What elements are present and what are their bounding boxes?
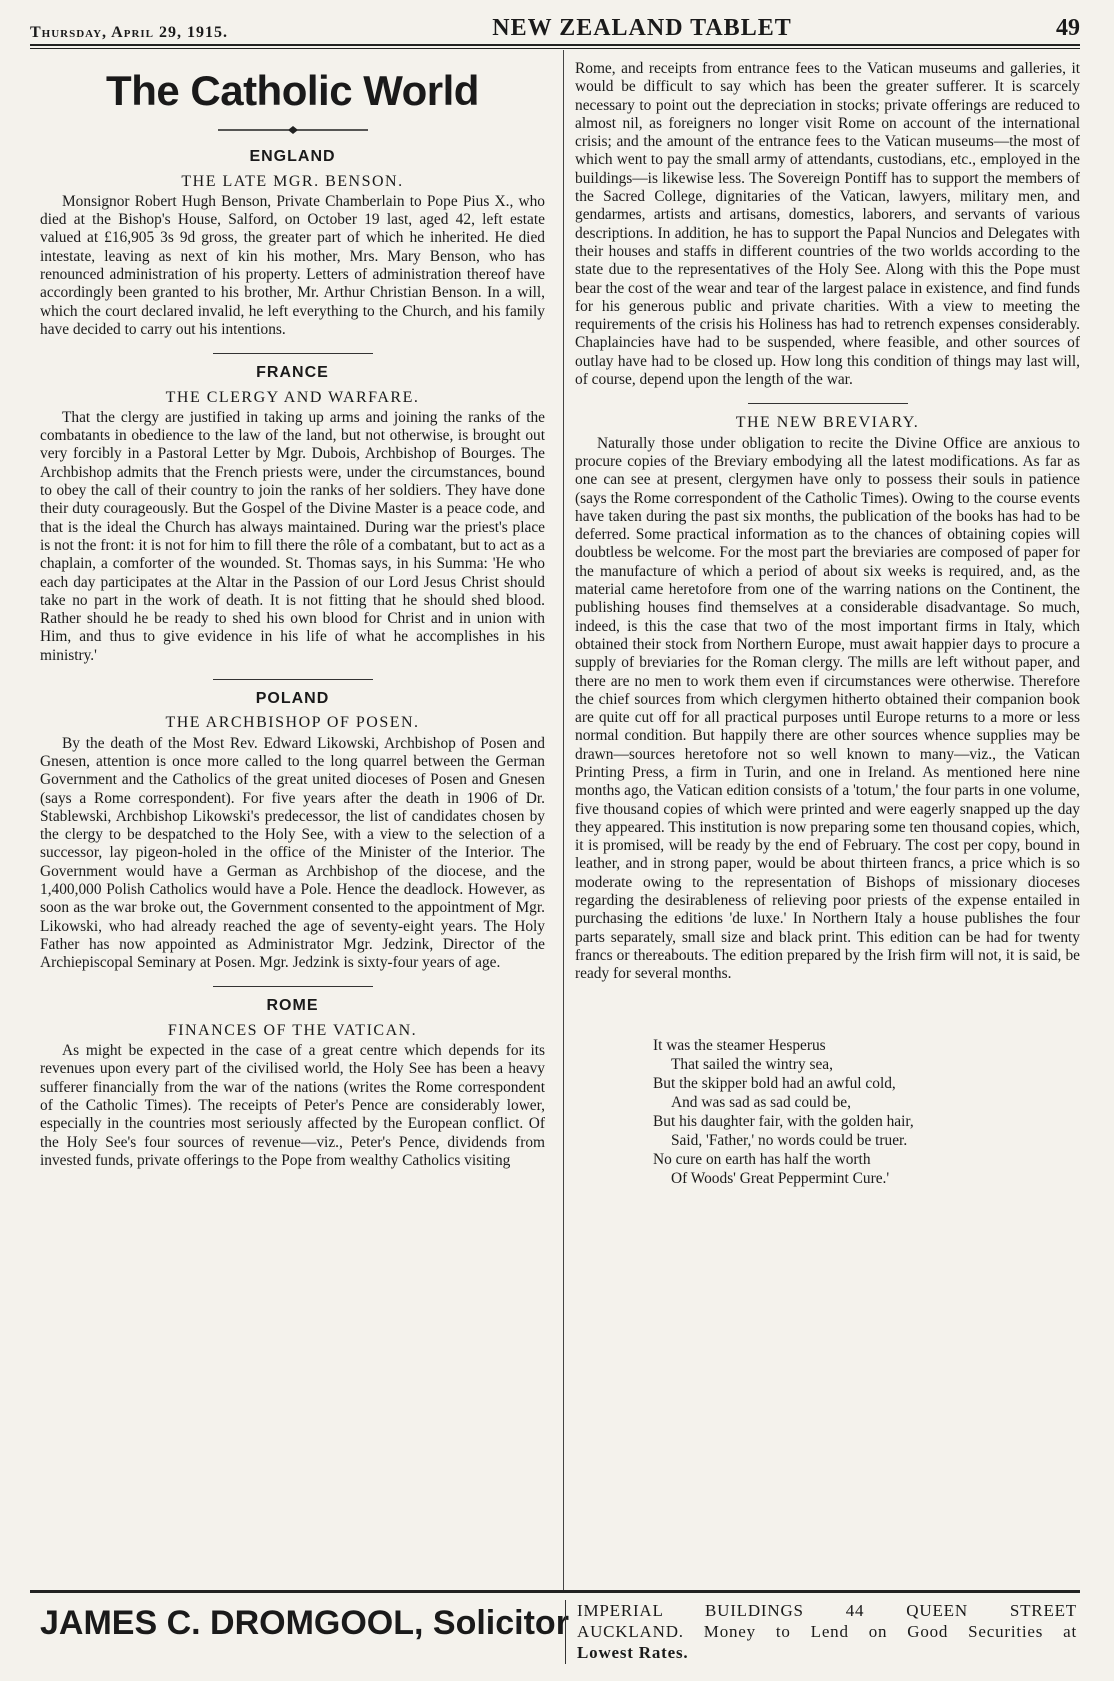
solicitor-name: JAMES C. DROMGOOL, Solicitor — [40, 1604, 569, 1642]
separator — [213, 353, 373, 354]
article-paragraph: That the clergy are justified in taking up arms and joining the ranks of the combatants in obedience to the law of the land, but not otherwise, is brought out very forcibly in a Pastoral Letter by Mgr. Dubois, Archbishop of Bourges. The Archbishop admits that the French priests were, under the circumstances, bound to obey the call of their country to join the ranks of her soldiers. They have done their duty courageously. But the Gospel of the Divine Master is a peace code, and that is the ideal the Church has always maintained. During war the priest's place is not the front: it is not for him to fill there the rôle of a combatant, but to act as a chaplain, a comforter of the wounded. St. Thomas says, in his Summa: 'He who each day participates at the Altar in the Passion of our Lord Jesus Christ should take no part in the work of death. It is not fitting that he should shed blood. Rather should he be ready to shed his own blood for Christ and in union with Him, and thus to give evidence in his life of what he accomplishes in his ministry.' — [40, 408, 545, 664]
footer-divider — [565, 1600, 566, 1664]
article-title: THE ARCHBISHOP OF POSEN. — [165, 714, 420, 732]
article-paragraph: By the death of the Most Rev. Edward Likowski, Archbishop of Posen and Gnesen, attention is once more called to the long quarrel between the German Government and the Catholics of the great united dioceses of Posen and Gnesen (says a Rome correspondent). For five years after the death in 1906 of Dr. Stablewski, Archbishop Likowski's predecessor, the list of candidates chosen by the clergy to be despatched to the Holy See, with a view to the selection of a successor, lay pigeon-holed in the office of the Minister of the Interior. The Government would have a German as Archbishop of the diocese, and the 1,400,000 Polish Catholics would have a Pole. Hence the deadlock. However, as soon as the war broke out, the Government consented to the appointment of Mgr. Likowski, who had already reached the age of seventy-eight years. The Holy Father has now appointed as Administrator Mgr. Jedzink, Director of the Archiepiscopal Seminary at Posen. Mgr. Jedzink is sixty-four years of age. — [40, 734, 545, 972]
article-paragraph: As might be expected in the case of a great centre which depends for its revenues upon every part of the civilised world, the Holy See has been a heavy sufferer financially from the war of the nations (writes the Rome correspondent of the Catholic Times). The receipts of Peter's Pence are considerably lower, especially in the countries most seriously affected by the European conflict. Of the Holy See's four sources of revenue—viz., Peter's Pence, dividends from invested funds, private offerings to the Pope from wealthy Catholics visiting — [40, 1042, 545, 1169]
article-paragraph: Monsignor Robert Hugh Benson, Private Chamberlain to Pope Pius X., who died at the Bishop's House, Salford, on October 19 last, aged 42, left estate valued at £16,905 3s 9d gross, the greater part of which he inherited. He died intestate, leaving as next of kin his mother, Mrs. Mary Benson, who has renounced administration of his property. Letters of administration thereof have accordingly been granted to his brother, Mr. Arthur Christian Benson. In a will, which the court declared invalid, he left everything to the Church, and his family have decided to carry out his intentions. — [40, 192, 545, 338]
poem-line: Said, 'Father,' no words could be truer. — [671, 1131, 908, 1149]
article-title: THE LATE MGR. BENSON. — [181, 172, 404, 190]
right-column — [575, 60, 1080, 1188]
address-line: IMPERIAL BUILDINGS 44 QUEEN STREET — [577, 1601, 1077, 1620]
poem-line: No cure on earth has half the worth — [653, 1150, 871, 1168]
footer-advert — [30, 1598, 1080, 1670]
article-title: FINANCES OF THE VATICAN. — [167, 1021, 418, 1039]
article-title: THE CLERGY AND WARFARE. — [165, 388, 420, 406]
address-line — [577, 1642, 1077, 1663]
poem-line: Of Woods' Great Peppermint Cure.' — [671, 1169, 890, 1187]
section-poland: POLAND — [255, 690, 330, 708]
address-emphasis: Lowest Rates. — [577, 1643, 689, 1662]
page-header — [30, 14, 1080, 42]
section-france: FRANCE — [256, 364, 329, 382]
header-rule — [30, 44, 1080, 49]
separator — [213, 679, 373, 680]
section-england: ENGLAND — [249, 148, 336, 166]
poem-line: And was sad as sad could be, — [671, 1093, 851, 1111]
newspaper-title: NEW ZEALAND TABLET — [492, 15, 792, 41]
page-number: 49 — [1056, 15, 1080, 41]
separator — [213, 986, 373, 987]
advert-poem — [653, 1036, 1080, 1188]
poem-line: That sailed the wintry sea, — [671, 1055, 833, 1073]
left-column — [40, 60, 545, 1170]
issue-date: Thursday, April 29, 1915. — [30, 24, 229, 41]
footer-rule — [30, 1590, 1080, 1593]
article-title: THE NEW BREVIARY. — [735, 414, 920, 432]
separator — [748, 403, 908, 404]
column-divider — [563, 50, 564, 1590]
ornament-rule — [40, 122, 545, 140]
address-line: AUCKLAND. Money to Lend on Good Securities at — [577, 1622, 1077, 1641]
poem-line: But his daughter fair, with the golden hair, — [653, 1112, 914, 1130]
masthead: The Catholic World — [106, 67, 479, 114]
section-rome: ROME — [266, 997, 319, 1015]
article-paragraph: Rome, and receipts from entrance fees to the Vatican museums and galleries, it would be difficult to say which has been the greater sufferer. It is scarcely necessary to point out the depreciation in stocks; private offerings are reduced to almost nil, as foreigners no longer visit Rome on account of the international crisis; and the amount of the entrance fees to the Vatican museums—the most of which went to pay the small army of attendants, custodians, etc., employed in the buildings—is likewise less. The Sovereign Pontiff has to support the members of the Sacred College, dignitaries of the Vatican, lawyers, military men, and gendarmes, artists and artisans, domestics, laborers, and servants of various descriptions. In addition, he has to support the Papal Nuncios and Delegates with their houses and staffs in different countries of the two worlds according to the state due to the representatives of the Holy See. Along with this the Pope must bear the cost of the wear and tear of the largest palace in existence, and find funds for his generous public and private charities. With a view to meeting the requirements of the crisis his Holiness has had to retrench expenses considerably. Chaplaincies have had to be suspended, where feasible, and other sources of outlay have had to be closed up. How long this condition of things may last will, of course, depend upon the length of the war. — [575, 60, 1080, 389]
poem-line: It was the steamer Hesperus — [653, 1036, 826, 1054]
article-paragraph: Naturally those under obligation to recite the Divine Office are anxious to procure copies of the Breviary embodying all the latest modifications. As far as one can see at present, clergymen have only to possess their souls in patience (says the Rome correspondent of the Catholic Times). Owing to the course events have taken during the past six months, the publication of the books has had to be deferred. Some practical information as to the chances of obtaining copies will doubtless be welcome. For the most part the breviaries are composed of paper for the manufacture of which a period of about six weeks is required, and, as the material came heretofore from one of the warring nations on the Continent, the publishing houses find themselves at a considerable disadvantage. So much, indeed, is this the case that two of the most important firms in Italy, which obtained their stock from Northern Europe, must await happier days to procure a supply of breviaries for the Roman clergy. The mills are left without paper, and there are no men to work them even if circumstances were otherwise. Therefore the chief sources from which clergymen hitherto obtained their companion book are quite cut off for all practical purposes until Europe returns to a more or less normal condition. But happily there are other sources whence supplies may be drawn—sources heretofore not so well known to many—viz., the Vatican Printing Press, a firm in Turin, and one in Ireland. As mentioned here nine months ago, the Vatican edition consists of a 'totum,' the four parts in one volume, five thousand copies of which were printed and were eagerly snapped up the day they appeared. This institution is now preparing some ten thousand copies, which, it is promised, will be ready by the end of February. The cost per copy, bound in leather, and in strong paper, would be about thirteen francs, a price which is so moderate owing to the representation of Bishops of missionary dioceses regarding the desirableness of relieving poor priests of the expense entailed in purchasing the editions 'de luxe.' In Northern Italy a house publishes the four parts separately, small size and black print. This edition can be had for twenty francs or thereabouts. The edition prepared by the Irish firm will not, it is said, be ready for several months. — [575, 434, 1080, 983]
poem-line: But the skipper bold had an awful cold, — [653, 1074, 896, 1092]
advert-address — [577, 1600, 1077, 1663]
